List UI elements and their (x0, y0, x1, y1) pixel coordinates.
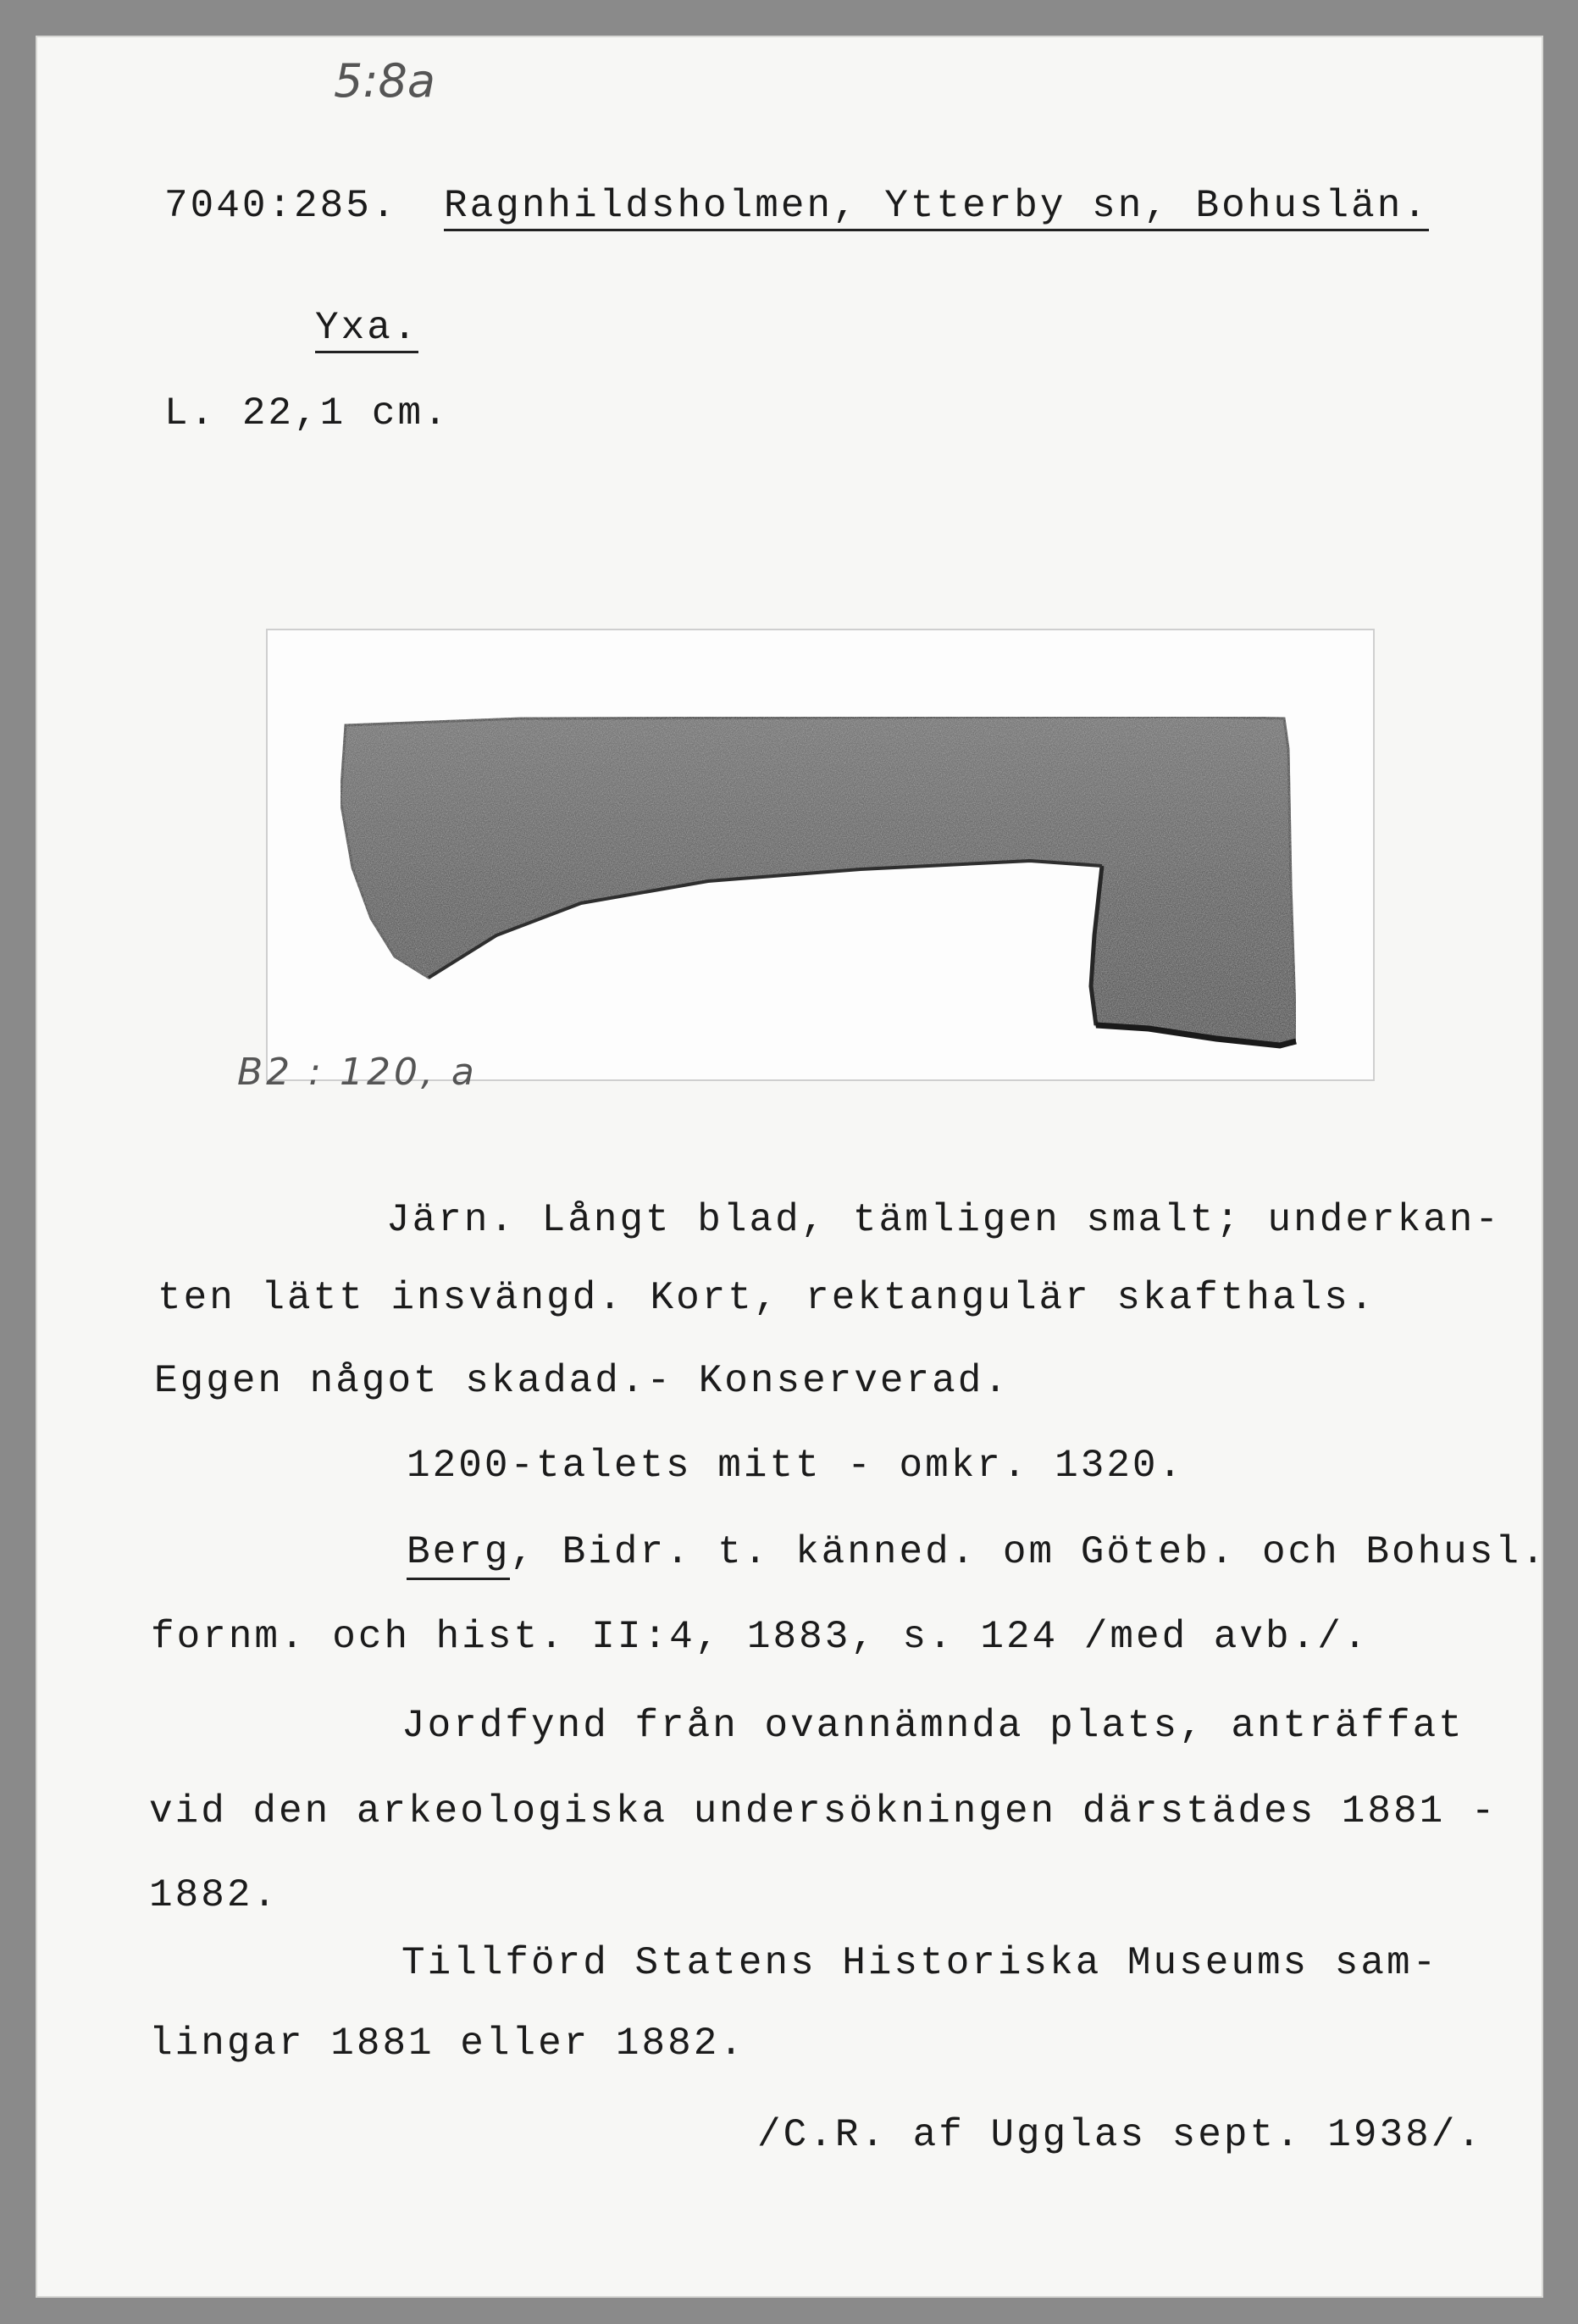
description-line-1: Järn. Långt blad, tämligen smalt; underkan- (386, 1198, 1501, 1242)
object-length: L. 22,1 cm. (164, 391, 450, 435)
object-name: Yxa. (315, 308, 418, 353)
handwritten-inventory-note: 5:8a (334, 54, 435, 108)
axe-blade-shape (341, 717, 1296, 1046)
catalog-number: 7040:285. (164, 184, 398, 228)
find-line-3: 1882. (149, 1873, 280, 1917)
description-line-2: ten lätt insvängd. Kort, rektangulär skafthals. (158, 1276, 1376, 1320)
find-location: Ragnhildsholmen, Ytterby sn, Bohuslän. (444, 186, 1429, 231)
handwritten-photo-reference: B2 : 120, a (237, 1051, 478, 1094)
acquisition-line-1: Tillförd Statens Historiska Museums sam- (401, 1941, 1439, 1985)
find-line-2: vid den arkeologiska undersökningen därstädes 1881 - (149, 1789, 1498, 1833)
acquisition-line-2: lingar 1881 eller 1882. (149, 2022, 745, 2066)
reference-line-2: fornm. och hist. II:4, 1883, s. 124 /med avb./. (151, 1615, 1370, 1659)
cataloguer-signature: /C.R. af Ugglas sept. 1938/. (757, 2113, 1483, 2157)
reference-author: Berg (407, 1530, 510, 1580)
dating: 1200-talets mitt - omkr. 1320. (407, 1444, 1185, 1488)
find-line-1: Jordfynd från ovannämnda plats, anträffat (401, 1704, 1464, 1748)
reference-line-1 (407, 1530, 1548, 1574)
object-photograph (266, 629, 1375, 1081)
description-line-3: Eggen något skadad.- Konserverad. (154, 1359, 1010, 1403)
catalog-card (36, 36, 1548, 2298)
axe-head-image (268, 630, 1373, 1079)
reference-title: , Bidr. t. känned. om Göteb. och Bohusl. (510, 1530, 1548, 1574)
